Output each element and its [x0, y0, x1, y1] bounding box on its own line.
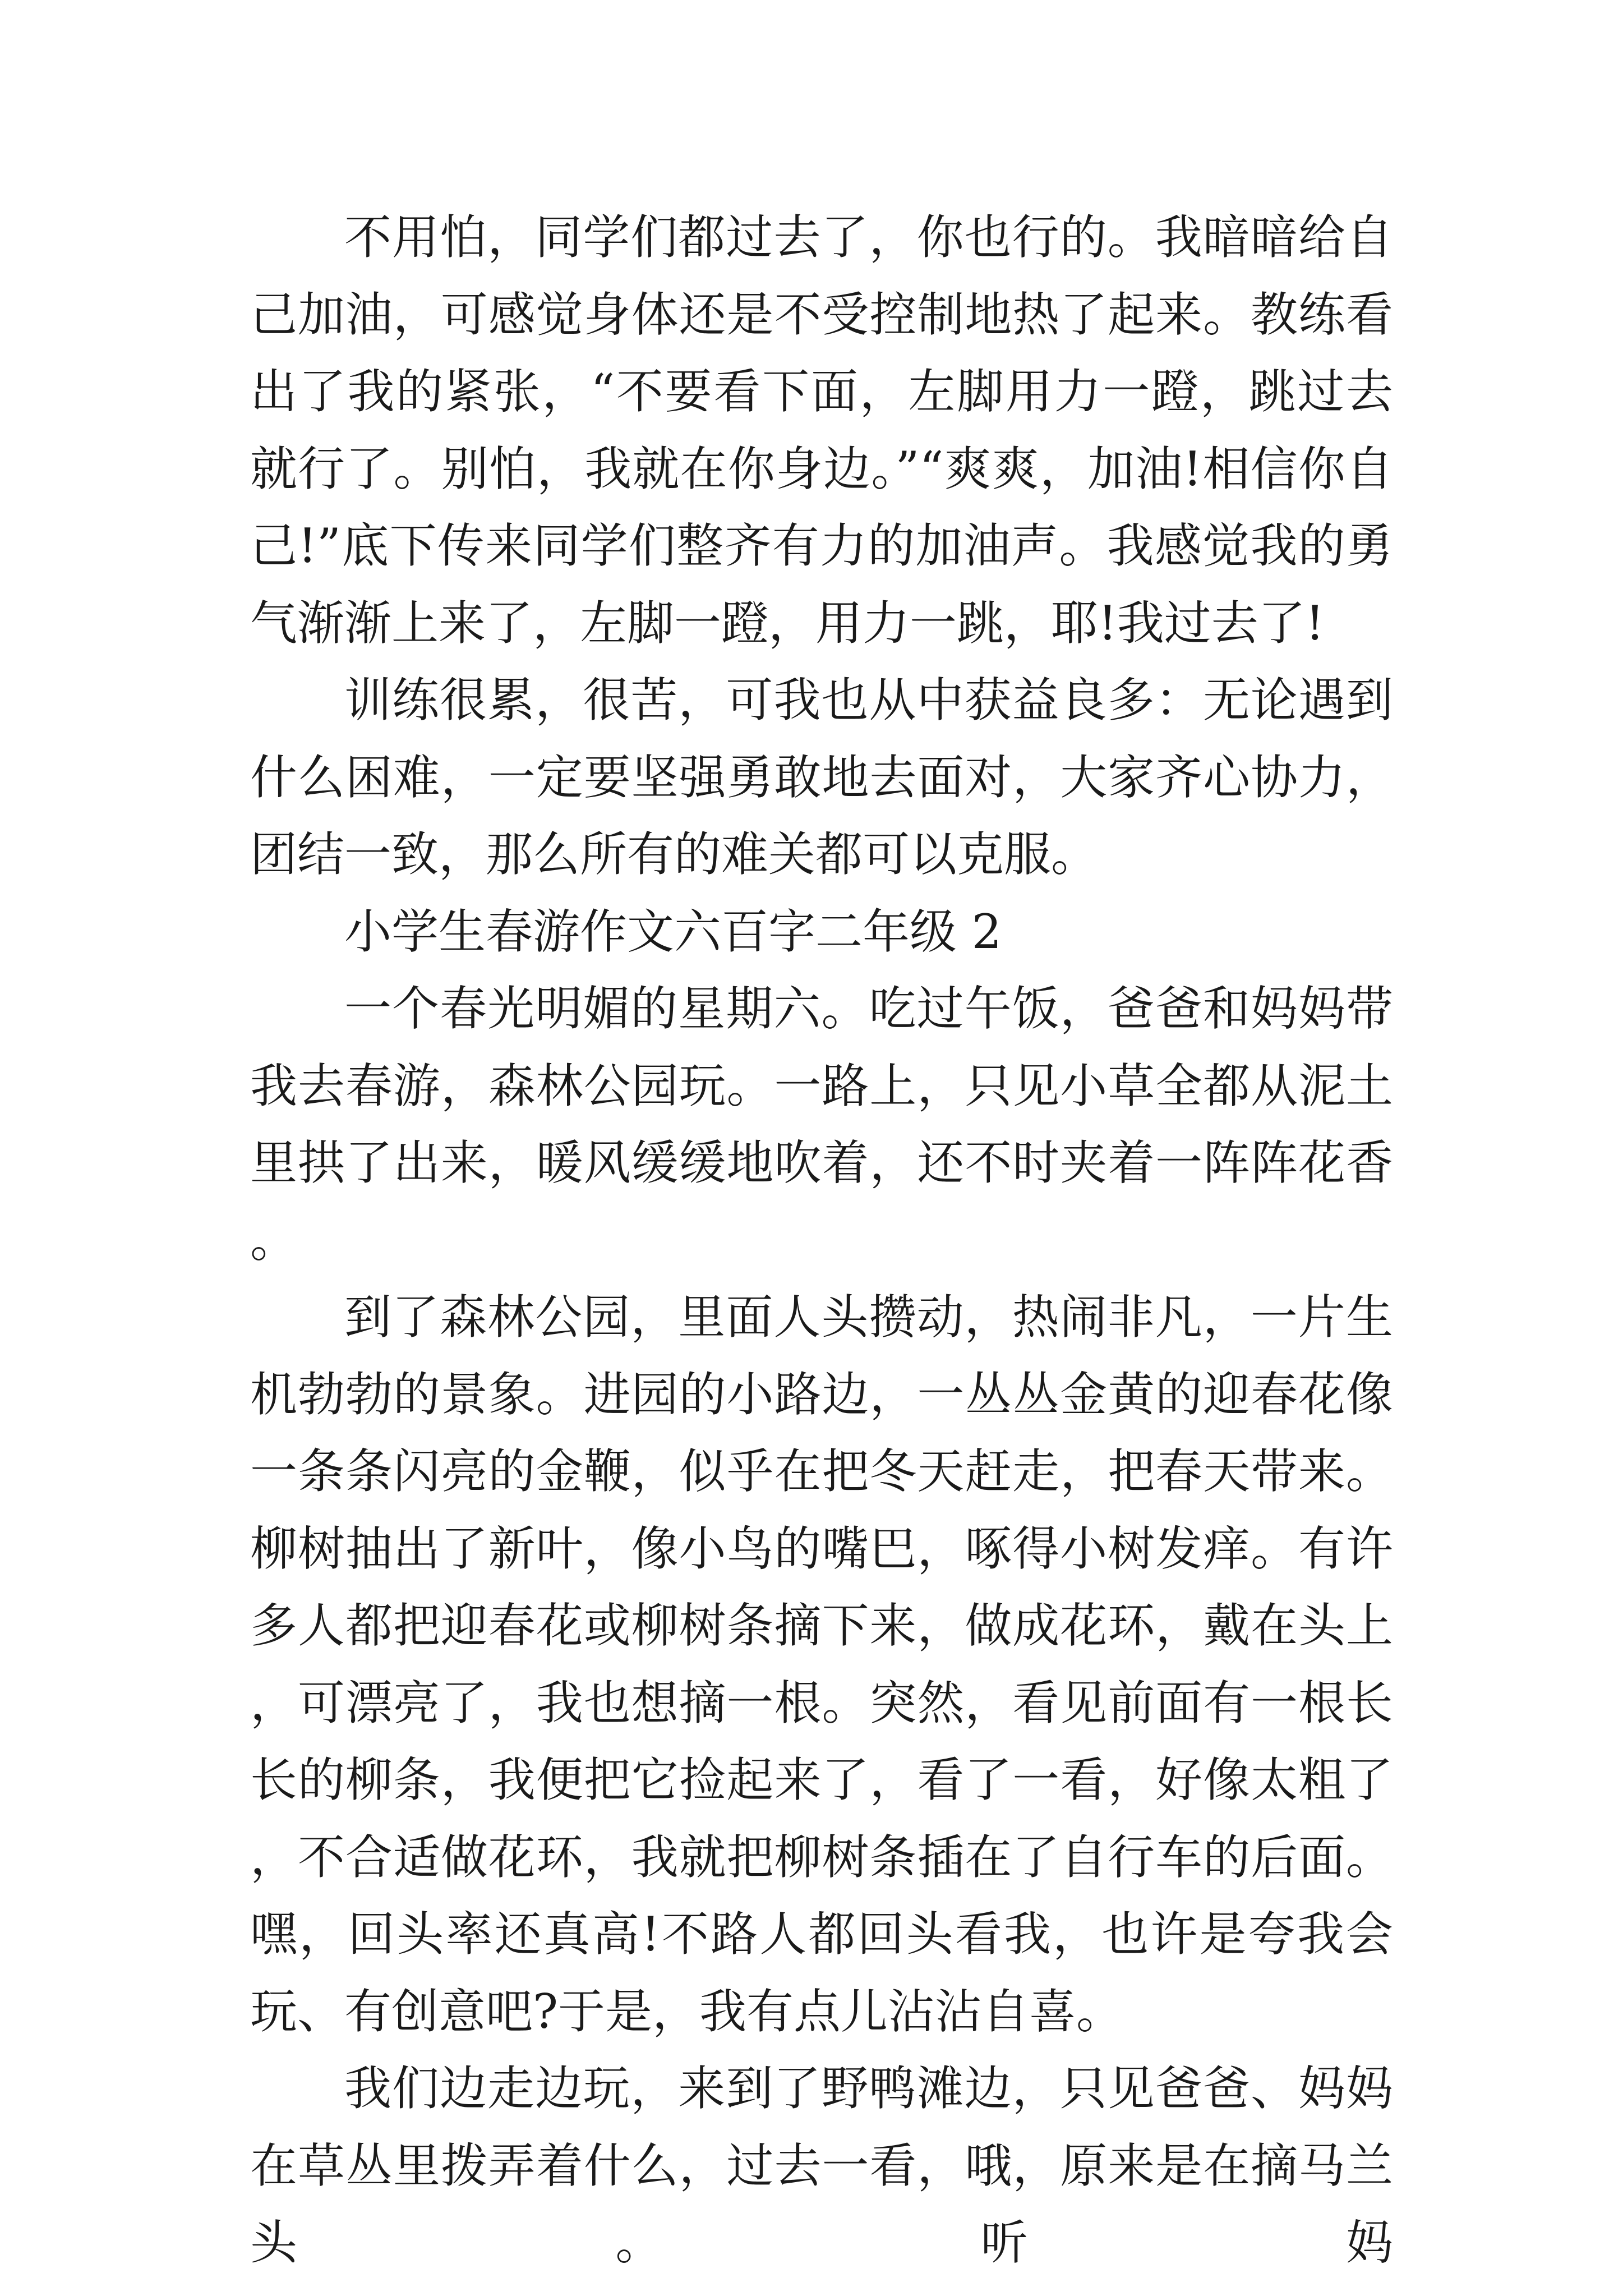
paragraph-courage: 不用怕，同学们都过去了，你也行的。我暗暗给自己加油，可感觉身体还是不受控制地热了起来。教练看出了我的紧张，“不要看下面，左脚用力一蹬，跳过去就行了。别怕，我就在你身边。”“爽爽，加油!相信你自己!”底下传来同学们整齐有力的加油声。我感觉我的勇气渐渐上来了，左脚一蹬，用力一跳，耶!我过去了!	[250, 210, 1393, 651]
paragraph-forest-park: 到了森林公园，里面人头攒动，热闹非凡，一片生机勃勃的景象。进园的小路边，一丛丛金黄的迎春花像一条条闪亮的金鞭，似乎在把冬天赶走，把春天带来。柳树抽出了新叶，像小鸟的嘴巴，啄得小树发痒。有许多人都把迎春花或柳树条摘下来，做成花环，戴在头上，可漂亮了，我也想摘一根。突然，看见前面有一根长长的柳条，我便把它捡起来了，看了一看，好像太粗了，不合适做花环，我就把柳树条插在了自行车的后面。嘿，回头率还真高!不路人都回头看我，也许是夸我会玩、有创意吧?于是，我有点儿沾沾自喜。	[250, 1290, 1393, 2039]
essay-title: 小学生春游作文六百字二年级 2	[344, 904, 1002, 959]
paragraph-wild-duck-beach: 我们边走边玩，来到了野鸭滩边，只见爸爸、妈妈在草丛里拨弄着什么，过去一看，哦，原来是在摘马兰头。听妈	[250, 2061, 1393, 2270]
paragraph-training-lesson: 训练很累，很苦，可我也从中获益良多：无论遇到什么困难，一定要坚强勇敢地去面对，大家齐心协力，团结一致，那么所有的难关都可以克服。	[250, 673, 1393, 882]
paragraph-spring-outing: 一个春光明媚的星期六。吃过午饭，爸爸和妈妈带我去春游，森林公园玩。一路上，只见小草全都从泥土里拱了出来，暖风缓缓地吹着，还不时夹着一阵阵花香。	[250, 981, 1393, 1268]
document-body	[250, 199, 1393, 2282]
